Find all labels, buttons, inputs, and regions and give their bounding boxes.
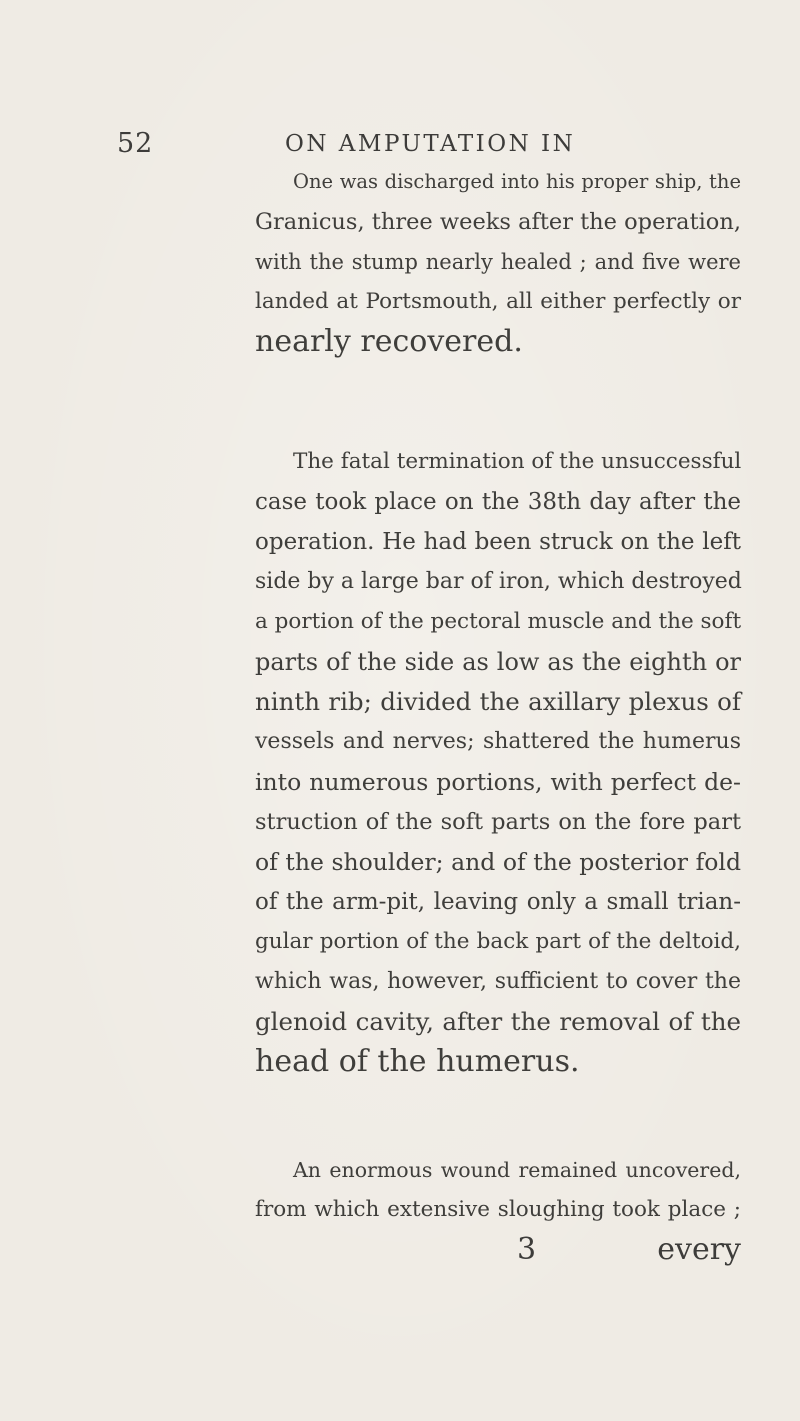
paragraph-1-line-5: nearly recovered. (255, 324, 523, 359)
paragraph-2-line-16: head of the humerus. (255, 1044, 580, 1079)
paragraph-2-line-10: struction of the soft parts on the fore part (255, 809, 741, 835)
paragraph-2-line-1: The fatal termination of the unsuccessful (293, 449, 742, 474)
running-title: ON AMPUTATION IN (285, 131, 576, 157)
paragraph-1-line-2: Granicus, three weeks after the operation, (255, 209, 741, 235)
paragraph-1-line-4: landed at Portsmouth, all either perfectly or (255, 289, 741, 314)
paragraph-2-line-2: case took place on the 38th day after the (255, 489, 741, 515)
paragraph-2-line-9: into numerous portions, with perfect de- (255, 768, 741, 796)
paragraph-3-line-1: An enormous wound remained uncovered, (293, 1158, 741, 1182)
paragraph-2-line-14: which was, however, sufficient to cover the (255, 969, 741, 994)
paragraph-2-line-12: of the arm-pit, leaving only a small trian- (255, 889, 741, 915)
catchword: every (657, 1232, 741, 1267)
paragraph-2-line-7: ninth rib; divided the axillary plexus of (255, 687, 741, 716)
paragraph-2-line-11: of the shoulder; and of the posterior fold (255, 848, 741, 876)
paragraph-2-line-4: side by a large bar of iron, which destroyed (255, 569, 742, 594)
paragraph-2-line-8: vessels and nerves; shattered the humerus (255, 729, 741, 754)
paragraph-2-line-13: gular portion of the back part of the deltoid, (255, 929, 741, 954)
paragraph-3-line-2: from which extensive sloughing took place ; (255, 1197, 741, 1222)
paragraph-2-line-6: parts of the side as low as the eighth or (255, 648, 741, 676)
signature-mark: 3 (517, 1232, 537, 1267)
paragraph-2-line-3: operation. He had been struck on the left (255, 529, 741, 555)
paragraph-1-line-1: One was discharged into his proper ship, the (293, 170, 741, 193)
page-footer (255, 1230, 741, 1270)
paragraph-2-line-15: glenoid cavity, after the removal of the (255, 1007, 741, 1036)
paragraph-2-line-5: a portion of the pectoral muscle and the soft (255, 609, 742, 634)
page-number: 52 (117, 128, 154, 159)
paragraph-1-line-3: with the stump nearly healed ; and five were (255, 250, 741, 274)
